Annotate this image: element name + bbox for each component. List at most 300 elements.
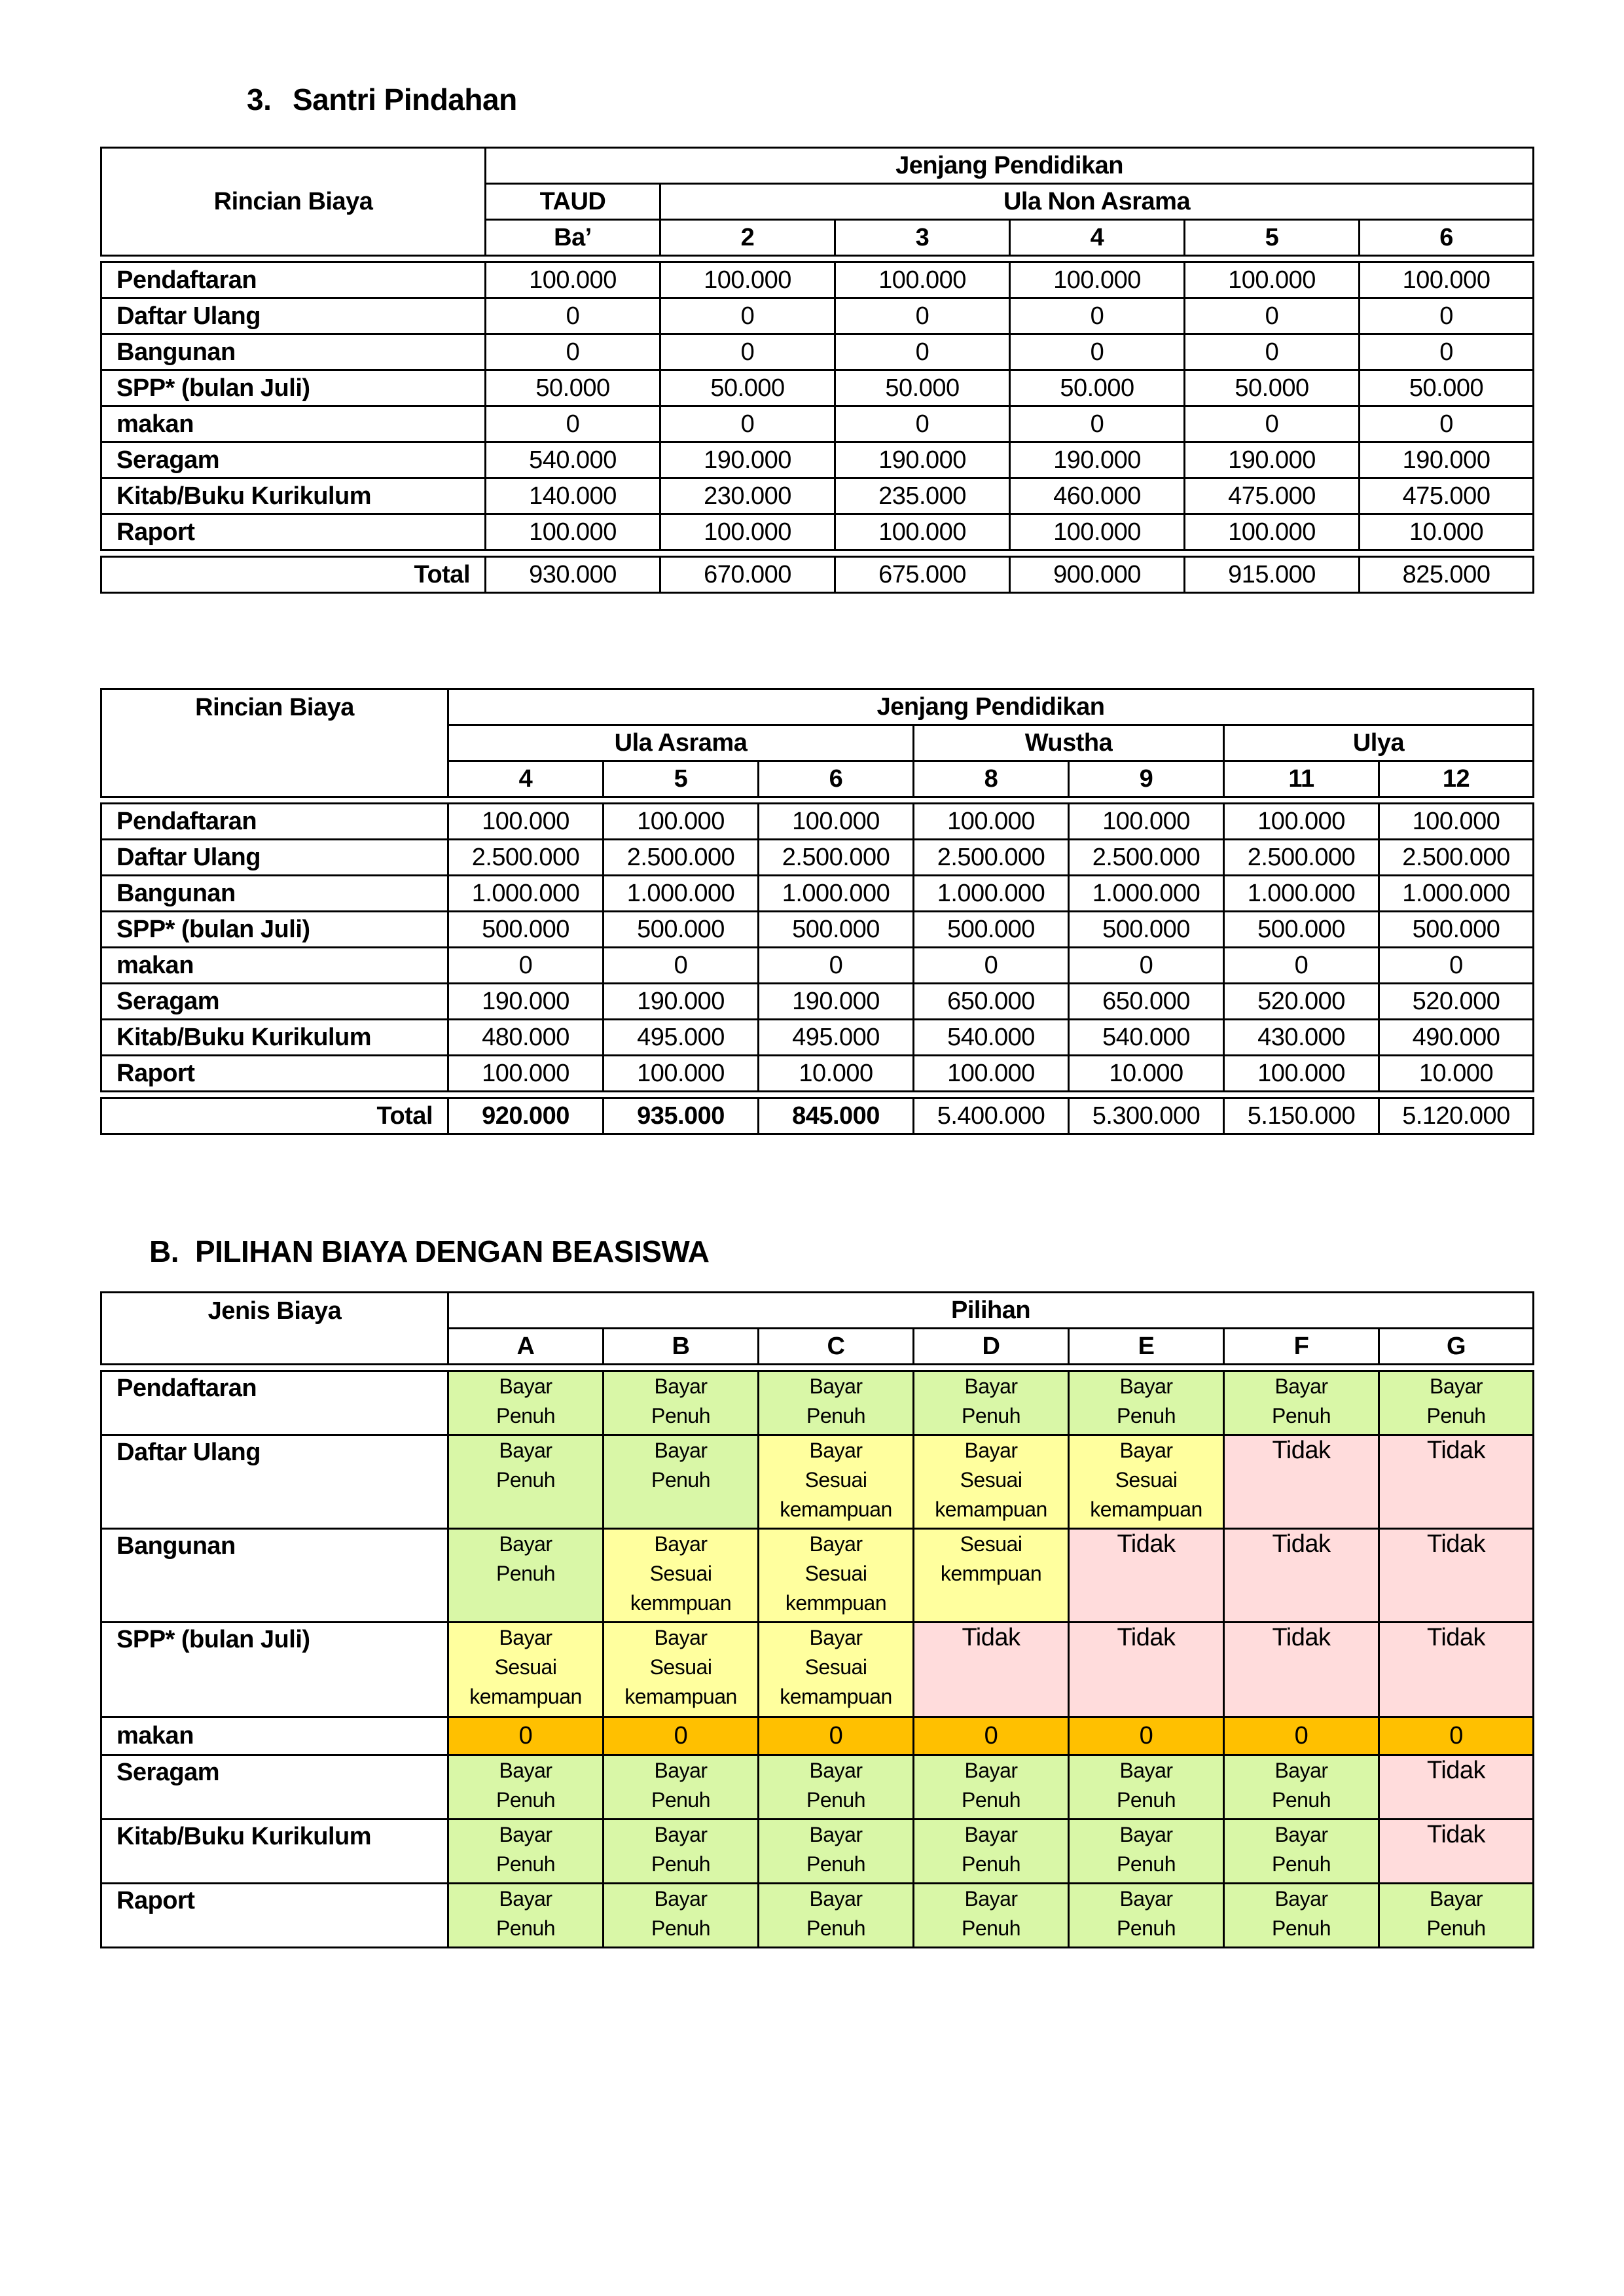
- cell-value: 100.000: [1185, 262, 1360, 298]
- table-row: [101, 1056, 1534, 1092]
- cell-text: 0: [518, 1722, 533, 1749]
- row-label: Kitab/Buku Kurikulum: [101, 478, 486, 514]
- cell-value: 100.000: [448, 804, 604, 840]
- total-row: [101, 1098, 1534, 1134]
- cell-value: 100.000: [1224, 804, 1379, 840]
- option-cell: [1379, 1884, 1534, 1948]
- subgroup-header: Ula Non Asrama: [660, 184, 1534, 220]
- cell-value: 100.000: [1010, 514, 1185, 550]
- cell-text: Penuh: [1271, 1788, 1331, 1812]
- cell-text: Bayar: [964, 1374, 1018, 1398]
- cell-value: 10.000: [1069, 1056, 1224, 1092]
- cell-value: 0: [486, 334, 660, 370]
- option-cell: [914, 1717, 1069, 1755]
- cell-value: 0: [448, 948, 604, 984]
- cell-value: 100.000: [660, 514, 835, 550]
- option-cell: [604, 1435, 759, 1529]
- cell-value: 2.500.000: [448, 840, 604, 876]
- table-row: [101, 876, 1534, 912]
- option-cell: [1379, 1529, 1534, 1623]
- total-value: 5.120.000: [1379, 1098, 1534, 1134]
- option-cell: [1069, 1820, 1224, 1884]
- option-cell: [1224, 1820, 1379, 1884]
- column-header: 11: [1224, 761, 1379, 797]
- option-cell: [914, 1623, 1069, 1717]
- cell-text: Penuh: [1271, 1916, 1331, 1940]
- cell-text: Bayar: [809, 1887, 863, 1910]
- row-label: Seragam: [101, 442, 486, 478]
- cell-text: Bayar: [1274, 1759, 1328, 1782]
- option-cell: [604, 1820, 759, 1884]
- cell-value: 495.000: [759, 1020, 914, 1056]
- cell-text: Penuh: [651, 1916, 711, 1940]
- cell-text: Penuh: [496, 1916, 556, 1940]
- cell-value: 100.000: [914, 1056, 1069, 1092]
- row-label: Kitab/Buku Kurikulum: [101, 1020, 448, 1056]
- cell-value: 230.000: [660, 478, 835, 514]
- cell-value: 500.000: [448, 912, 604, 948]
- cell-text: kemampuan: [935, 1498, 1047, 1521]
- total-value: 845.000: [759, 1098, 914, 1134]
- cell-text: Tidak: [1272, 1530, 1331, 1558]
- option-cell: [448, 1435, 604, 1529]
- cell-value: 10.000: [1379, 1056, 1534, 1092]
- total-value: 5.300.000: [1069, 1098, 1224, 1134]
- row-label: SPP* (bulan Juli): [101, 1623, 448, 1717]
- cell-text: Sesuai: [804, 1562, 867, 1585]
- cell-text: Penuh: [961, 1916, 1021, 1940]
- cell-text: Bayar: [654, 1626, 708, 1649]
- option-header: G: [1379, 1329, 1534, 1365]
- cell-value: 50.000: [1010, 370, 1185, 406]
- table-row: [101, 1020, 1534, 1056]
- cell-value: 100.000: [759, 804, 914, 840]
- cell-value: 480.000: [448, 1020, 604, 1056]
- option-cell: [604, 1529, 759, 1623]
- total-value: 900.000: [1010, 557, 1185, 593]
- cell-value: 0: [1360, 334, 1534, 370]
- cell-value: 520.000: [1224, 984, 1379, 1020]
- cell-value: 235.000: [835, 478, 1010, 514]
- cell-text: Tidak: [1272, 1437, 1331, 1464]
- option-cell: [759, 1623, 914, 1717]
- cell-text: 0: [829, 1722, 843, 1749]
- cell-value: 0: [1185, 334, 1360, 370]
- cell-text: Penuh: [1116, 1916, 1176, 1940]
- subgroup-header: Wustha: [914, 725, 1224, 761]
- column-header: 6: [1360, 220, 1534, 256]
- cell-value: 100.000: [604, 804, 759, 840]
- table-row: [101, 984, 1534, 1020]
- option-cell: [448, 1371, 604, 1435]
- table2-body: [101, 804, 1534, 1092]
- cell-text: Bayar: [1119, 1887, 1173, 1910]
- cell-value: 430.000: [1224, 1020, 1379, 1056]
- cell-text: 0: [1294, 1722, 1308, 1749]
- cell-text: Penuh: [496, 1788, 556, 1812]
- option-cell: [448, 1529, 604, 1623]
- table-row: [101, 1755, 1534, 1820]
- column-header: 2: [660, 220, 835, 256]
- row-label: Raport: [101, 514, 486, 550]
- cell-value: 0: [486, 406, 660, 442]
- option-cell: [1379, 1371, 1534, 1435]
- cell-text: Bayar: [499, 1626, 552, 1649]
- cell-text: Tidak: [1427, 1624, 1486, 1651]
- table-row: [101, 370, 1534, 406]
- cell-text: Sesuai: [804, 1468, 867, 1492]
- total-value: 825.000: [1360, 557, 1534, 593]
- option-header: D: [914, 1329, 1069, 1365]
- cell-value: 520.000: [1379, 984, 1534, 1020]
- cell-text: Bayar: [809, 1439, 863, 1462]
- cell-text: kemampuan: [780, 1685, 892, 1708]
- cell-text: Bayar: [964, 1823, 1018, 1846]
- option-cell: [1224, 1371, 1379, 1435]
- cell-value: 1.000.000: [1379, 876, 1534, 912]
- cell-text: Sesuai: [1115, 1468, 1178, 1492]
- cell-value: 0: [759, 948, 914, 984]
- cell-value: 100.000: [1069, 804, 1224, 840]
- cell-text: Tidak: [1117, 1624, 1176, 1651]
- cell-text: Penuh: [651, 1852, 711, 1876]
- group-header: Jenjang Pendidikan: [448, 689, 1534, 725]
- cell-text: Tidak: [1427, 1530, 1486, 1558]
- cell-value: 1.000.000: [759, 876, 914, 912]
- cell-text: Sesuai: [960, 1532, 1022, 1556]
- option-cell: [1069, 1371, 1224, 1435]
- table-row: [101, 1371, 1534, 1435]
- option-header: E: [1069, 1329, 1224, 1365]
- option-cell: [759, 1884, 914, 1948]
- cell-value: 0: [1185, 298, 1360, 334]
- cell-value: 100.000: [1010, 262, 1185, 298]
- subgroup-header: Ulya: [1224, 725, 1534, 761]
- cell-value: 0: [1360, 406, 1534, 442]
- cell-text: Penuh: [806, 1916, 866, 1940]
- cell-value: 2.500.000: [604, 840, 759, 876]
- cell-text: Tidak: [1117, 1530, 1176, 1558]
- table3-body: [101, 1371, 1534, 1948]
- table-row: [101, 1820, 1534, 1884]
- cell-text: Bayar: [964, 1439, 1018, 1462]
- cell-text: Penuh: [496, 1404, 556, 1427]
- table-row: [101, 514, 1534, 550]
- total-value: 930.000: [486, 557, 660, 593]
- cell-text: Penuh: [806, 1788, 866, 1812]
- option-cell: [1224, 1529, 1379, 1623]
- table-row: [101, 1884, 1534, 1948]
- row-label: makan: [101, 948, 448, 984]
- row-label: Pendaftaran: [101, 804, 448, 840]
- option-cell: [759, 1529, 914, 1623]
- table-row: [101, 262, 1534, 298]
- cell-text: kemmpuan: [940, 1562, 1042, 1585]
- total-value: 935.000: [604, 1098, 759, 1134]
- option-cell: [759, 1717, 914, 1755]
- option-cell: [448, 1884, 604, 1948]
- cell-value: 0: [660, 298, 835, 334]
- row-label: Pendaftaran: [101, 1371, 448, 1435]
- cell-text: Bayar: [1119, 1374, 1173, 1398]
- row-label: Bangunan: [101, 876, 448, 912]
- table-row: [101, 912, 1534, 948]
- cell-text: 0: [1449, 1722, 1463, 1749]
- cell-text: Tidak: [1427, 1821, 1486, 1848]
- cell-value: 190.000: [835, 442, 1010, 478]
- table-row: [101, 334, 1534, 370]
- cell-text: Penuh: [1271, 1404, 1331, 1427]
- subgroup-header: TAUD: [486, 184, 660, 220]
- cell-value: 0: [1360, 298, 1534, 334]
- table1-body: [101, 262, 1534, 550]
- section-title: Santri Pindahan: [293, 82, 517, 117]
- cell-text: Bayar: [809, 1374, 863, 1398]
- cell-value: 2.500.000: [1379, 840, 1534, 876]
- cell-value: 475.000: [1185, 478, 1360, 514]
- option-cell: [914, 1371, 1069, 1435]
- row-label: Raport: [101, 1884, 448, 1948]
- cell-text: Bayar: [499, 1439, 552, 1462]
- row-label: Raport: [101, 1056, 448, 1092]
- cell-text: Bayar: [654, 1374, 708, 1398]
- cell-text: Sesuai: [960, 1468, 1022, 1492]
- cell-value: 2.500.000: [914, 840, 1069, 876]
- cell-value: 100.000: [1360, 262, 1534, 298]
- cell-text: Penuh: [961, 1852, 1021, 1876]
- row-header: Jenis Biaya: [101, 1293, 448, 1365]
- subgroup-header: Ula Asrama: [448, 725, 914, 761]
- table-row: [101, 442, 1534, 478]
- group-header: Pilihan: [448, 1293, 1534, 1329]
- option-cell: [1379, 1623, 1534, 1717]
- option-cell: [604, 1717, 759, 1755]
- row-header: Rincian Biaya: [101, 148, 486, 256]
- cell-value: 500.000: [914, 912, 1069, 948]
- option-cell: [1379, 1755, 1534, 1820]
- section-title: PILIHAN BIAYA DENGAN BEASISWA: [195, 1234, 710, 1268]
- table-row: [101, 1435, 1534, 1529]
- cell-value: 2.500.000: [1224, 840, 1379, 876]
- column-header: 4: [448, 761, 604, 797]
- cell-text: Tidak: [1427, 1757, 1486, 1784]
- cell-value: 0: [660, 406, 835, 442]
- cell-text: Penuh: [1116, 1404, 1176, 1427]
- option-cell: [1379, 1717, 1534, 1755]
- column-header: 8: [914, 761, 1069, 797]
- option-cell: [759, 1820, 914, 1884]
- row-label: Seragam: [101, 984, 448, 1020]
- cell-value: 100.000: [1185, 514, 1360, 550]
- total-value: 915.000: [1185, 557, 1360, 593]
- cell-value: 50.000: [486, 370, 660, 406]
- option-cell: [1379, 1435, 1534, 1529]
- cell-text: Bayar: [654, 1887, 708, 1910]
- section-heading-pilihan-biaya: [149, 1234, 710, 1269]
- cell-value: 475.000: [1360, 478, 1534, 514]
- cell-value: 650.000: [1069, 984, 1224, 1020]
- option-header: C: [759, 1329, 914, 1365]
- cell-text: Bayar: [654, 1532, 708, 1556]
- table-row: [101, 840, 1534, 876]
- cell-text: Penuh: [1116, 1788, 1176, 1812]
- divider: [101, 1092, 1534, 1098]
- option-cell: [604, 1623, 759, 1717]
- divider: [101, 550, 1534, 557]
- cell-text: Penuh: [496, 1562, 556, 1585]
- cell-text: Bayar: [964, 1887, 1018, 1910]
- cell-value: 100.000: [486, 514, 660, 550]
- cell-value: 100.000: [835, 514, 1010, 550]
- cell-text: 0: [674, 1722, 688, 1749]
- total-label: Total: [101, 557, 486, 593]
- option-cell: [1224, 1755, 1379, 1820]
- option-cell: [759, 1371, 914, 1435]
- cell-value: 2.500.000: [1069, 840, 1224, 876]
- cell-value: 0: [835, 406, 1010, 442]
- row-label: Daftar Ulang: [101, 298, 486, 334]
- row-label: Bangunan: [101, 334, 486, 370]
- cell-value: 1.000.000: [1224, 876, 1379, 912]
- option-cell: [604, 1371, 759, 1435]
- cell-text: Bayar: [809, 1626, 863, 1649]
- cell-value: 0: [1010, 406, 1185, 442]
- row-label: makan: [101, 1717, 448, 1755]
- cell-value: 190.000: [1010, 442, 1185, 478]
- option-cell: [448, 1820, 604, 1884]
- cell-value: 190.000: [1185, 442, 1360, 478]
- cell-text: Penuh: [806, 1852, 866, 1876]
- cell-value: 100.000: [835, 262, 1010, 298]
- cell-value: 100.000: [486, 262, 660, 298]
- cell-value: 0: [604, 948, 759, 984]
- row-label: Bangunan: [101, 1529, 448, 1623]
- option-header: B: [604, 1329, 759, 1365]
- cell-value: 0: [660, 334, 835, 370]
- option-header: A: [448, 1329, 604, 1365]
- row-header: Rincian Biaya: [101, 689, 448, 797]
- cell-text: kemmpuan: [630, 1591, 732, 1615]
- option-cell: [1379, 1820, 1534, 1884]
- cell-value: 140.000: [486, 478, 660, 514]
- cell-text: Bayar: [1274, 1823, 1328, 1846]
- option-cell: [604, 1884, 759, 1948]
- cell-value: 540.000: [914, 1020, 1069, 1056]
- cell-value: 0: [1224, 948, 1379, 984]
- cell-value: 540.000: [1069, 1020, 1224, 1056]
- cell-value: 0: [914, 948, 1069, 984]
- cell-text: Bayar: [964, 1759, 1018, 1782]
- row-label: SPP* (bulan Juli): [101, 912, 448, 948]
- cell-text: Sesuai: [649, 1562, 712, 1585]
- column-header: 5: [1185, 220, 1360, 256]
- option-cell: [914, 1529, 1069, 1623]
- row-label: Seragam: [101, 1755, 448, 1820]
- cell-text: Sesuai: [649, 1655, 712, 1679]
- cell-value: 0: [1185, 406, 1360, 442]
- cell-text: Bayar: [809, 1532, 863, 1556]
- cell-text: Tidak: [1427, 1437, 1486, 1464]
- fee-table-santri-pindahan-non-asrama: [100, 147, 1534, 594]
- option-cell: [1069, 1755, 1224, 1820]
- cell-value: 190.000: [604, 984, 759, 1020]
- table-row: [101, 298, 1534, 334]
- total-label: Total: [101, 1098, 448, 1134]
- cell-text: Bayar: [809, 1823, 863, 1846]
- cell-text: Penuh: [806, 1404, 866, 1427]
- cell-value: 1.000.000: [604, 876, 759, 912]
- section-number: 3.: [247, 82, 272, 117]
- cell-value: 0: [1069, 948, 1224, 984]
- cell-value: 500.000: [1224, 912, 1379, 948]
- option-cell: [1069, 1717, 1224, 1755]
- cell-text: Bayar: [1429, 1374, 1483, 1398]
- cell-value: 50.000: [1185, 370, 1360, 406]
- cell-text: Bayar: [809, 1759, 863, 1782]
- row-label: Daftar Ulang: [101, 840, 448, 876]
- option-cell: [1224, 1623, 1379, 1717]
- cell-text: Bayar: [654, 1759, 708, 1782]
- total-value: 920.000: [448, 1098, 604, 1134]
- divider: [101, 797, 1534, 804]
- cell-text: kemampuan: [624, 1685, 737, 1708]
- table-row: [101, 804, 1534, 840]
- cell-value: 50.000: [1360, 370, 1534, 406]
- table-row: [101, 406, 1534, 442]
- row-label: SPP* (bulan Juli): [101, 370, 486, 406]
- cell-value: 100.000: [604, 1056, 759, 1092]
- table-row: [101, 478, 1534, 514]
- cell-text: kemmpuan: [785, 1591, 887, 1615]
- option-cell: [759, 1435, 914, 1529]
- row-label: makan: [101, 406, 486, 442]
- cell-value: 100.000: [914, 804, 1069, 840]
- total-value: 670.000: [660, 557, 835, 593]
- cell-value: 500.000: [759, 912, 914, 948]
- cell-text: kemampuan: [469, 1685, 582, 1708]
- cell-text: Bayar: [499, 1532, 552, 1556]
- option-cell: [448, 1623, 604, 1717]
- cell-text: Tidak: [1272, 1624, 1331, 1651]
- total-value: 675.000: [835, 557, 1010, 593]
- row-label: Kitab/Buku Kurikulum: [101, 1820, 448, 1884]
- column-header: 3: [835, 220, 1010, 256]
- cell-value: 0: [1379, 948, 1534, 984]
- cell-value: 495.000: [604, 1020, 759, 1056]
- total-value: 5.150.000: [1224, 1098, 1379, 1134]
- cell-text: Bayar: [1119, 1439, 1173, 1462]
- cell-text: Penuh: [961, 1404, 1021, 1427]
- cell-text: Penuh: [1426, 1916, 1486, 1940]
- cell-value: 1.000.000: [448, 876, 604, 912]
- cell-value: 10.000: [759, 1056, 914, 1092]
- column-header: 9: [1069, 761, 1224, 797]
- cell-value: 1.000.000: [1069, 876, 1224, 912]
- cell-value: 500.000: [604, 912, 759, 948]
- cell-text: 0: [984, 1722, 998, 1749]
- option-cell: [604, 1755, 759, 1820]
- cell-value: 540.000: [486, 442, 660, 478]
- cell-value: 100.000: [448, 1056, 604, 1092]
- divider: [101, 256, 1534, 262]
- cell-text: Bayar: [1274, 1374, 1328, 1398]
- cell-value: 490.000: [1379, 1020, 1534, 1056]
- cell-value: 190.000: [1360, 442, 1534, 478]
- fee-table-santri-pindahan-asrama: [100, 688, 1534, 1135]
- cell-value: 10.000: [1360, 514, 1534, 550]
- total-value: 5.400.000: [914, 1098, 1069, 1134]
- cell-value: 1.000.000: [914, 876, 1069, 912]
